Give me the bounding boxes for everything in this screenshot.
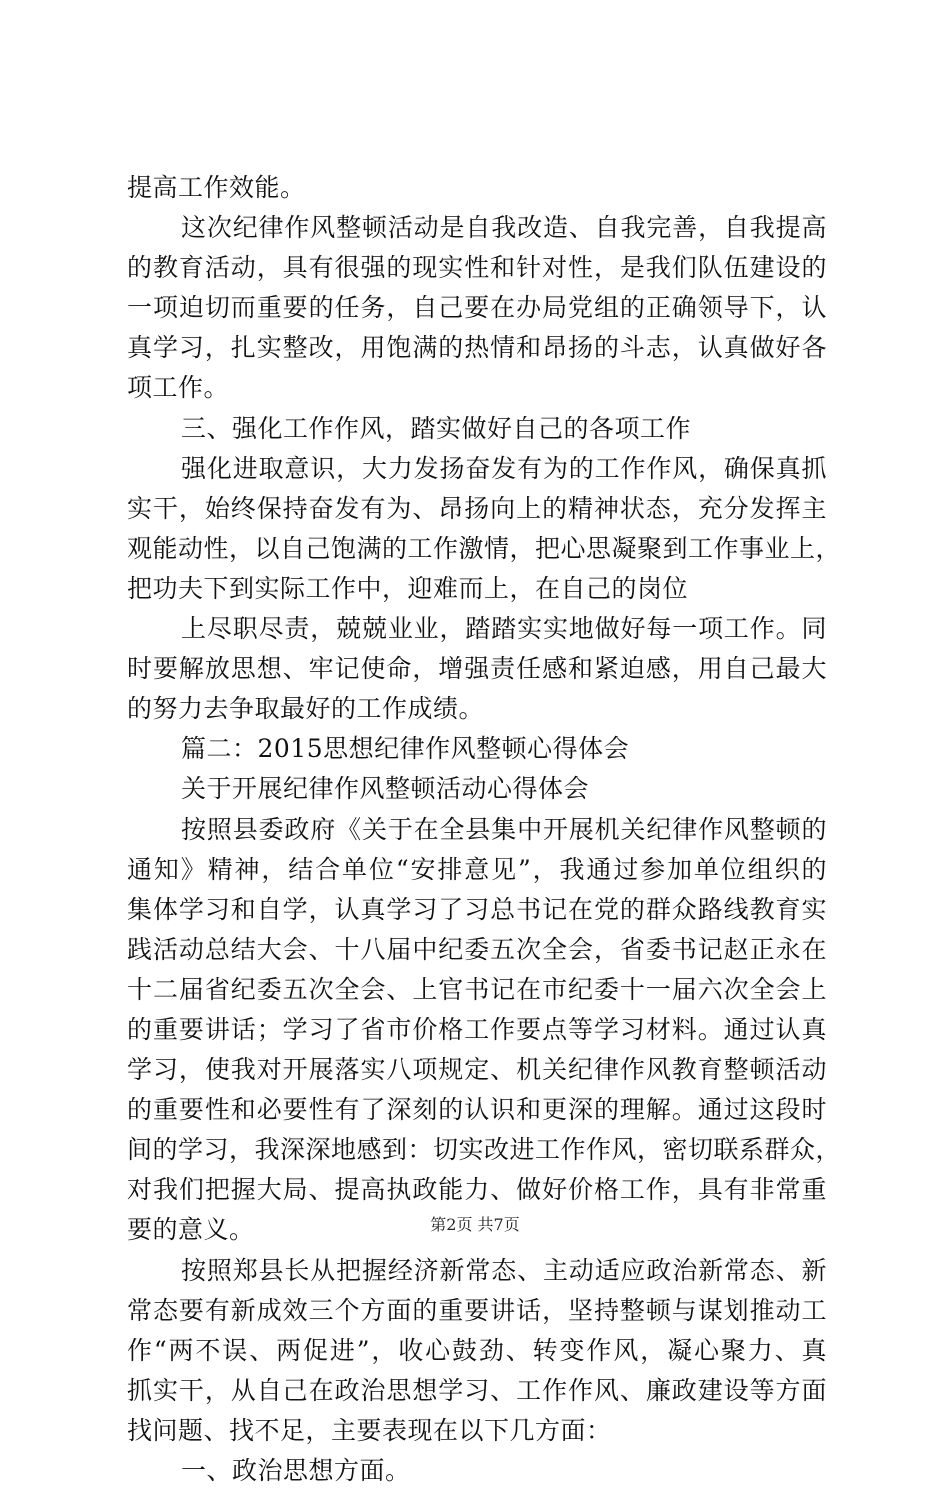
section-heading: 三、强化工作作风，踏实做好自己的各项工作 <box>181 413 692 443</box>
text-line: 的教育活动，具有很强的现实性和针对性，是我们队伍建设的 <box>127 253 827 283</box>
text-line: 间的学习，我深深地感到：切实改进工作作风，密切联系群众， <box>127 1135 842 1165</box>
text-line: 十二届省纪委五次全会、上官书记在市纪委十一届六次全会上 <box>127 974 827 1004</box>
text-line: 践活动总结大会、十八届中纪委五次全会，省委书记赵正永在 <box>127 934 827 964</box>
text-line: 的重要性和必要性有了深刻的认识和更深的理解。通过这段时 <box>127 1095 827 1125</box>
text-line: 集体学习和自学，认真学习了习总书记在党的群众路线教育实 <box>127 894 827 924</box>
section-heading: 篇二：2015思想纪律作风整顿心得体会 <box>181 734 630 764</box>
text-line: 观能动性，以自己饱满的工作激情，把心思凝聚到工作事业上， <box>127 533 842 563</box>
text-line: 对我们把握大局、提高执政能力、做好价格工作，具有非常重 <box>127 1175 827 1205</box>
text-line: 提高工作效能。 <box>127 173 306 202</box>
text-line: 一项迫切而重要的任务，自己要在办局党组的正确领导下，认 <box>127 293 827 323</box>
text-line: 实干，始终保持奋发有为、昂扬向上的精神状态，充分发挥主 <box>127 493 827 523</box>
text-line: 把功夫下到实际工作中，迎难而上，在自己的岗位 <box>127 573 689 603</box>
text-line: 按照郑县长从把握经济新常态、主动适应政治新常态、新 <box>181 1255 827 1285</box>
text-line: 常态要有新成效三个方面的重要讲话，坚持整顿与谋划推动工 <box>127 1295 827 1325</box>
text-line: 上尽职尽责，兢兢业业，踏踏实实地做好每一项工作。同 <box>181 614 827 644</box>
article-title: 关于开展纪律作风整顿活动心得体会 <box>181 774 590 804</box>
text-line: 的努力去争取最好的工作成绩。 <box>127 694 485 724</box>
text-line: 要的意义。 <box>127 1215 255 1245</box>
text-line: 抓实干，从自己在政治思想学习、工作作风、廉政建设等方面 <box>127 1375 827 1405</box>
text-line: 强化进取意识，大力发扬奋发有为的工作作风，确保真抓 <box>181 453 827 483</box>
text-line: 真学习，扎实整改，用饱满的热情和昂扬的斗志，认真做好各 <box>127 333 827 363</box>
text-line: 项工作。 <box>127 373 230 403</box>
document-body <box>127 168 842 1491</box>
text-line: 时要解放思想、牢记使命，增强责任感和紧迫感，用自己最大 <box>127 654 827 684</box>
text-line: 的重要讲话；学习了省市价格工作要点等学习材料。通过认真 <box>127 1014 827 1044</box>
text-line: 学习，使我对开展落实八项规定、机关纪律作风教育整顿活动 <box>127 1055 827 1085</box>
text-line: 通知》精神，结合单位“安排意见”，我通过参加单位组织的 <box>127 854 827 884</box>
text-line: 按照县委政府《关于在全县集中开展机关纪律作风整顿的 <box>181 814 827 844</box>
text-line: 找问题、找不足，主要表现在以下几方面： <box>127 1415 612 1445</box>
page-number: 第2页 共7页 <box>430 1215 520 1234</box>
section-heading: 一、政治思想方面。 <box>181 1456 411 1485</box>
text-line: 这次纪律作风整顿活动是自我改造、自我完善，自我提高 <box>181 213 827 243</box>
text-line: 作“两不误、两促进”，收心鼓劲、转变作风，凝心聚力、真 <box>127 1335 827 1365</box>
